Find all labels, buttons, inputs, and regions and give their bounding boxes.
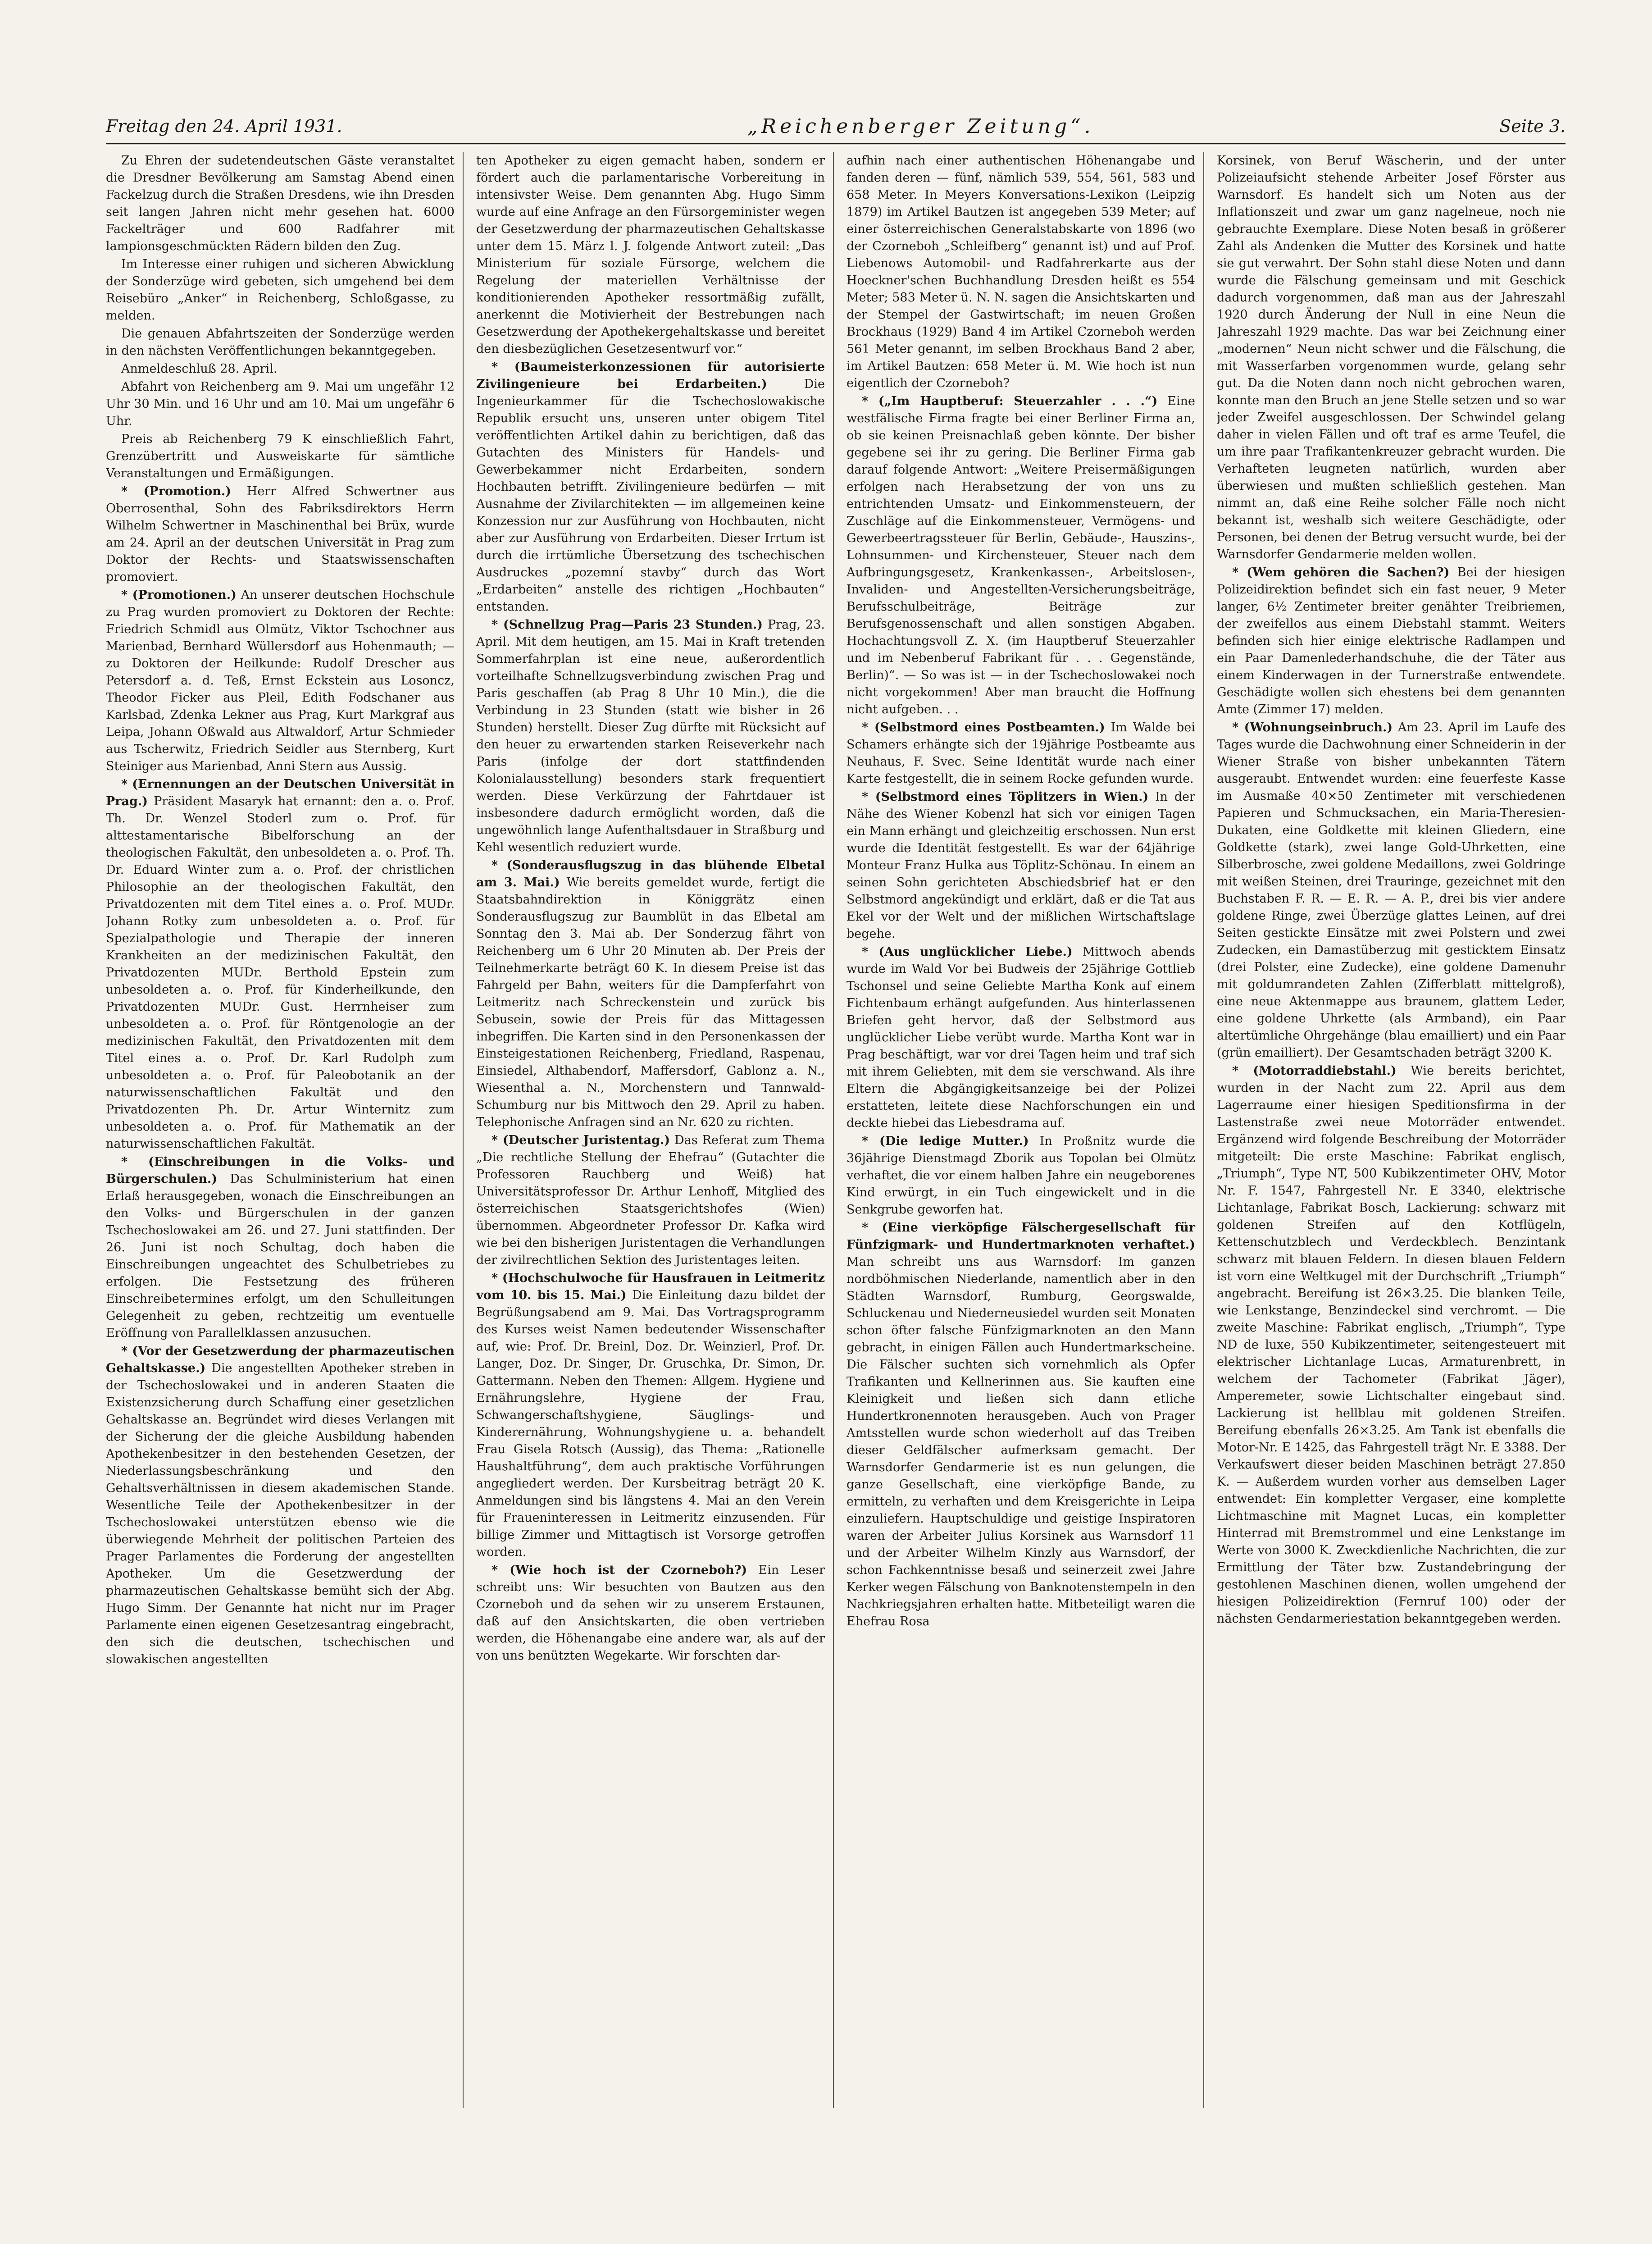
news-item-text: Zu Ehren der sudetendeutschen Gäste veranstaltet die Dresdner Bevölkerung am Samstag Abend einen Fackelzug durch die Straßen Dresdens, wie ihn Dresden seit langen Jahren nicht mehr gesehen hat. 6000 Fackelträger und 600 Radfahrer mit lampionsgeschmückten Rädern bilden den Zug. — [106, 154, 455, 253]
news-item-heading: * (Selbstmord eines Töplitzers in Wien.) — [862, 790, 1149, 804]
news-item-heading: * (Promotion.) — [121, 484, 232, 498]
news-item-heading: * (Baumeisterkonzessionen für autorisierte Zivilingenieure bei Erdarbeiten.) — [476, 360, 825, 391]
news-item — [1217, 719, 1566, 1062]
column-4 — [1217, 152, 1566, 2108]
news-item-text: Die Ingenieurkammer für die Tschechoslowakische Republik ersucht uns, unseren unter obigem Titel veröffentlichten Artikel dahin zu berichtigen, daß das Gutachten des Ministers für Handels- und Gewerbekammer nicht Erdarbeiten, sondern Hochbauten betrifft. Zivilingenieure bedürfen — mit Ausnahme der Zivilarchitekten — im allgemeinen keine Konzession nur zur Ausführung von Hochbauten, nicht aber zur Ausführung von Erdarbeiten. Dieser Irrtum ist durch die irrtümliche Übersetzung des tschechischen Ausdruckes „pozemní stavby“ durch das Wort „Erdarbeiten“ anstelle des richtigen „Hochbauten“ entstanden. — [476, 377, 825, 614]
news-item-text: Am 23. April im Laufe des Tages wurde die Dachwohnung einer Schneiderin in der Wiener Straße von bisher unbekannten Tätern ausgeraubt. Entwendet wurden: eine feuerfeste Kasse im Ausmaße 40×50 Zentimeter mit verschiedenen Papieren und Schmucksachen, ein Maria-Theresien-Dukaten, eine Goldkette mit kleinen Gliedern, eine Goldkette (stark), zwei lange Gold-Uhrketten, eine Silberbrosche, zwei goldene Medaillons, zwei Goldringe mit weißen Steinen, drei Trauringe, gezeichnet mit den Buchstaben F. R. — E. R. — A. P., drei bis vier andere goldene Ringe, zwei Überzüge glattes Leinen, auf drei Seiten gestickte Einsätze mit zwei Polstern und zwei Zudecken, ein Damastüberzug mit gesticktem Einsatz (drei Polster, eine Zudecke), eine goldene Damenuhr mit goldumrandeten Zahlen (Zifferblatt mittelgroß), eine neue Aktenmappe aus braunem, glattem Leder, eine goldene Uhrkette (als Armband), ein Paar altertümliche Ohrgehänge (blau emailliert) und ein Paar (grün emailliert). Der Gesamtschaden beträgt 3200 K. — [1217, 721, 1566, 1060]
news-item — [476, 1132, 825, 1269]
paragraph — [846, 152, 1195, 392]
news-item-text: Bei der hiesigen Polizeidirektion befindet sich ein fast neuer, 9 Meter langer, 6½ Zentimeter breiter genähter Treibriemen, der zweifellos aus einem Diebstahl stammt. Weiters befinden sich hier einige elektrische Radlampen und ein Paar Damenlederhandschuhe, die der Täter aus einem Kinderwagen in der Turnerstraße entwendete. Geschädigte wollen sich ehestens bei dem genannten Amte (Zimmer 17) melden. — [1217, 566, 1566, 716]
news-item — [846, 1133, 1195, 1218]
news-item — [476, 1270, 825, 1561]
news-item-heading: * (Die ledige Mutter.) — [862, 1134, 1029, 1148]
news-item-text: Mittwoch abends wurde im Wald Vor bei Budweis der 25jährige Gottlieb Tschonsel und seine Geliebte Martha Konk auf einem Fichtenbaum erhängt aufgefunden. Aus hinterlassenen Briefen geht hervor, daß der Selbstmord aus unglücklicher Liebe verübt wurde. Martha Kont war in Prag beschäftigt, war vor drei Tagen heim und traf sich mit ihrem Geliebten, mit dem sie verschwand. Als ihre Eltern die Abgängigkeitsanzeige bei der Polizei erstatteten, leitete diese Nachforschungen ein und deckte hiebei das Liebesdrama auf. — [846, 945, 1196, 1130]
paragraph — [106, 325, 455, 360]
news-item-text: ten Apotheker zu eigen gemacht haben, sondern er fördert auch die parlamentarische Vorbereitung in intensivster Weise. Dem genannten Abg. Hugo Simm wurde auf eine Anfrage an den Fürsorgeminister wegen der Gesetzwerdung der pharmazeutischen Gehaltskasse unter dem 15. März l. J. folgende Antwort zuteil: „Das Ministerium für soziale Fürsorge, welchem die Regelung der materiellen Verhältnisse der konditionierenden Apotheker ressortmäßig zufällt, anerkennt die Motivierheit der Bestrebungen nach Gesetzwerdung der Apothekergehaltskasse und bereitet den diesbezüglichen Gesetzesentwurf vor.“ — [476, 154, 825, 356]
news-item-text: Prag, 23. April. Mit dem heutigen, am 15. Mai in Kraft tretenden Sommerfahrplan ist eine neue, außerordentlich vorteilhafte Schnellzugsverbindung zwischen Prag und Paris geschaffen (ab Prag 8 Uhr 10 Min.), die die Verbindung in 23 Stunden (statt wie bisher in 26 Stunden) herstellt. Dieser Zug dürfte mit Rücksicht auf den heuer zu erwartenden starken Reiseverkehr nach Paris (infolge der dort stattfindenden Kolonialausstellung) besonders stark frequentiert werden. Diese Verkürzung der Fahrtdauer ist insbesondere dadurch ermöglicht worden, daß die ungewöhnlich lange Aufenthaltsdauer in Straßburg und Kehl wesentlich reduziert wurde. — [476, 618, 825, 854]
paragraph — [476, 152, 825, 358]
news-item — [476, 1562, 825, 1665]
news-item-heading: * (Ernennungen an der Deutschen Universität in Prag.) — [106, 777, 455, 808]
news-item-text: Wie bereits gemeldet wurde, fertigt die Staatsbahndirektion in Königgrätz einen Sonderausflugszug zur Baumblüt in das Elbetal am Sonntag den 3. Mai ab. Der Sonderzug fährt von Reichenberg um 6 Uhr 20 Minuten ab. Der Preis der Teilnehmerkarte beträgt 60 K. In diesem Preise ist das Fahrgeld per Bahn, weiters für die Dampferfahrt von Leitmeritz nach Schreckenstein und zurück bis Sebusein, sowie der Preis für das Mittagessen inbegriffen. Die Karten sind in den Personenkassen der Einsteigestationen Reichenberg, Friedland, Raspenau, Einsiedel, Althabendorf, Maffersdorf, Gablonz a. N., Wiesenthal a. N., Morchenstern und Tannwald-Schumburg nur bis Mittwoch den 29. April zu haben. Telephonische Anfragen sind an Nr. 620 zu richten. — [476, 876, 825, 1129]
paragraph — [1217, 152, 1566, 563]
news-item-text: Präsident Masaryk hat ernannt: den a. o. Prof. Th. Dr. Wenzel Stoderl zum o. Prof. für alttestamentarische Bibelforschung an der theologischen Fakultät, den unbesoldeten a. o. Prof. Th. Dr. Eduard Winter zum a. o. Prof. der christlichen Philosophie an der theologischen Fakultät, den Privatdozenten mit dem Titel eines a. o. Prof. MUDr. Johann Rotky zum unbesoldeten a. o. Prof. für Spezialpathologie und Therapie der inneren Krankheiten an der medizinischen Fakultät, den Privatdozenten MUDr. Berthold Epstein zum unbesoldeten a. o. Prof. für Kinderheilkunde, den Privatdozenten MUDr. Gust. Herrnheiser zum unbesoldeten a. o. Prof. für Röntgenologie an der medizinischen Fakultät, den Privatdozenten mit dem Titel eines a. o. Prof. Dr. Karl Rudolph zum unbesoldeten a. o. Prof. für Paleobotanik an der naturwissenschaftlichen Fakultät und den Privatdozenten Ph. Dr. Artur Winternitz zum unbesoldeten a. o. Prof. für Mathematik an der naturwissenschaftlichen Fakultät. — [106, 794, 455, 1151]
paragraph — [106, 256, 455, 324]
header-rule — [106, 143, 1566, 145]
news-item-text: Wie bereits berichtet, wurden in der Nacht zum 22. April aus dem Lagerraume einer hiesigen Speditionsfirma in der Lastenstraße zwei neue Motorräder entwendet. Ergänzend wird folgende Beschreibung der Motorräder mitgeteilt: Die erste Maschine: Fabrikat englisch, „Triumph“, Type NT, 500 Kubikzentimeter OHV, Motor Nr. F. 1547, Fahrgestell Nr. E 3340, elektrische Lichtanlage, Fabrikat Bosch, Lackierung: schwarz mit goldenen Streifen auf den Kotflügeln, Kettenschutzblech und Verdeckblech. Benzintank schwarz mit blauen Feldern. In diesen blauen Feldern ist vorn eine Weltkugel mit der Durchschrift „Triumph“ angebracht. Bereifung ist 26×3.25. Die blanken Teile, wie Lenkstange, Benzindeckel sind verchromt. — Die zweite Maschine: Fabrikat englisch, „Triumph“, Type ND de luxe, 550 Kubikzentimeter, seitengesteuert mit elektrischer Lichtanlage Lucas, Armaturenbrett, in welchem der Tachometer (Fabrikat Jäger), Amperemeter, sowie Lichtschalter eingebaut sind. Lackierung ist hellblau mit goldenen Streifen. Bereifung ebenfalls 26×3.25. Am Tank ist ebenfalls die Motor-Nr. E 1425, das Fahrgestell trägt Nr. E 3388. Der Verkaufswert dieser beiden Maschinen beträgt 27.850 K. — Außerdem wurden vorher aus demselben Lager entwendet: Ein kompletter Vergaser, eine komplette Lichtmaschine mit Magnet Lucas, ein kompletter Hinterrad mit Bremstrommel und eine Lenkstange im Werte von 3000 K. Zweckdienliche Nachrichten, die zur Ermittlung der Täter bzw. Zustandebringung der gestohlenen Maschinen dienen, wollen umgehend der hiesigen Polizeidirektion (Fernruf 100) oder der nächsten Gendarmeriestation bekanntgegeben werden. — [1217, 1064, 1566, 1626]
news-item-text: An unserer deutschen Hochschule zu Prag wurden promoviert zu Doktoren der Rechte: Friedrich Schmidl aus Olmütz, Viktor Tschochner aus Marienbad, Bernhard Wüllersdorf aus Hohenmauth; — zu Doktoren der Heilkunde: Rudolf Drescher aus Petersdorf a. d. Teß, Ernst Eckstein aus Losoncz, Theodor Ficker aus Pleil, Edith Fodschaner aus Karlsbad, Zdenka Lekner aus Prag, Kurt Markgraf aus Leipa, Johann Oßwald aus Altwaldorf, Artur Schmieder aus Tscherwitz, Friedrich Seidler aus Sternberg, Kurt Steiniger aus Marienbad, Anni Stern aus Aussig. — [106, 588, 455, 773]
news-item-text: Die Einleitung dazu bildet der Begrüßungsabend am 9. Mai. Das Vortragsprogramm des Kurses weist Namen bedeutender Wissenschafter auf, wie: Prof. Dr. Breinl, Doz. Dr. Weinzierl, Prof. Dr. Langer, Doz. Dr. Singer, Dr. Gruschka, Dr. Simon, Dr. Gattermann. Neben den Themen: Allgem. Hygiene und Ernährungslehre, Hygiene der Frau, Schwangerschaftshygiene, Säuglings- und Kinderernährung, Wohnungshygiene u. a. behandelt Frau Gisela Rotsch (Aussig), das Thema: „Rationelle Haushaltführung“, dem auch praktische Vorführungen angegliedert werden. Der Kursbeitrag beträgt 20 K. Anmeldungen sind bis längstens 4. Mai an den Verein für Fraueninteressen in Leitmeritz einzusenden. Für billige Zimmer und Mittagtisch ist Vorsorge getroffen worden. — [476, 1288, 825, 1559]
news-item — [846, 944, 1195, 1132]
column-1 — [106, 152, 464, 2108]
news-item-heading: * (Aus unglücklicher Liebe.) — [862, 945, 1073, 959]
news-item — [846, 789, 1195, 943]
news-item-heading: * (Wie hoch ist der Czorneboh?) — [492, 1563, 747, 1577]
news-item-text: Herr Alfred Schwertner aus Oberrosenthal, Sohn des Fabriksdirektors Herrn Wilhelm Schwertner in Maschinenthal bei Brüx, wurde am 24. April an der deutschen Universität in Prag zum Doktor der Rechts- und Staatswissenschaften promoviert. — [106, 484, 455, 584]
news-item — [106, 587, 455, 775]
news-item-heading: * (Wem gehören die Sachen?) — [1232, 566, 1450, 579]
news-item-text: In der Nähe des Wiener Kobenzl hat sich vor einigen Tagen ein Mann erhängt und gleichzeitig erschossen. Nun erst wurde die Identität festgestellt. Es war der 64jährige Monteur Franz Hulka aus Töplitz-Schönau. In einem an seinen Sohn gerichteten Abschiedsbrief hat er den Selbstmord angekündigt und erklärt, daß er die Tat aus Ekel vor der Welt und der mißlichen Wirtschaftslage begehe. — [846, 790, 1196, 941]
news-item-text: Anmeldeschluß 28. April. — [121, 362, 278, 376]
news-item-text: Ein Leser schreibt uns: Wir besuchten von Bautzen aus den Czorneboh und da sehen wir zu unserem Erstaunen, daß auf den Ansichtskarten, die oben vertrieben werden, die Höhenangabe eine andere war, als auf der von uns benützten Wegekarte. Wir forschten dar- — [476, 1563, 825, 1663]
page-header — [106, 113, 1566, 140]
news-item-text: In Proßnitz wurde die 36jährige Dienstmagd Zborik aus Topolan bei Olmütz verhaftet, die vor einem halben Jahre ein neugeborenes Kind erwürgt, in ein Tuch eingewickelt und in die Senkgrube geworfen hat. — [846, 1134, 1195, 1217]
news-item-text: Im Interesse einer ruhigen und sicheren Abwicklung der Sonderzüge wird gebeten, sich umgehend bei dem Reisebüro „Anker“ in Reichenberg, Schloßgasse, zu melden. — [106, 257, 455, 323]
news-item-text: Man schreibt uns aus Warnsdorf: Im ganzen nordböhmischen Niederlande, namentlich aber in den Städten Warnsdorf, Rumburg, Georgswalde, Schluckenau und Niederneusiedel wurden seit Monaten schon öfter falsche Fünfzigmarknoten an den Mann gebracht, in einigen Fällen auch Hundertmarkscheine. Die Fälscher suchten sich vornehmlich als Opfer Trafikanten und Kellnerinnen aus. Sie kauften eine Kleinigkeit und ließen sich dann etliche Hundertkronennoten herausgeben. Auch von Prager Amtsstellen wurde schon wiederholt auf das Treiben dieser Geldfälscher aufmerksam gemacht. Der Warnsdorfer Gendarmerie ist es nun gelungen, die ganze Gesellschaft, eine vierköpfige Bande, zu ermitteln, zu verhaften und dem Kreisgerichte in Leipa einzuliefern. Hauptschuldige und geistige Inspiratoren waren der Arbeiter Julius Korsinek aus Warnsdorf 11 und der Arbeiter Wilhelm Kinzly aus Warnsdorf, der schon Fachkenntnisse besaß und seinerzeit zwei Jahre Kerker wegen Fälschung von Banknotenstempeln in den Nachkriegsjahren erhalten hatte. Mitbeteiligt waren die Ehefrau Rosa — [846, 1255, 1195, 1628]
news-item — [476, 616, 825, 856]
news-item — [1217, 1063, 1566, 1628]
paragraph — [106, 431, 455, 482]
article-columns — [106, 152, 1566, 2108]
news-item-text: Korsinek, von Beruf Wäscherin, und der unter Polizeiaufsicht stehende Arbeiter Josef Förster aus Warnsdorf. Es handelt sich um Noten aus der Inflationszeit und zwar um ganz nagelneue, noch nie gebrauchte Exemplare. Diese Noten besaß in größerer Zahl als Andenken die Mutter des Korsinek und hatte sie gut verwahrt. Der Sohn stahl diese Noten und dann wurde die Fälschung gemeinsam und mit Geschick dadurch vorgenommen, daß man aus der Jahreszahl 1920 durch Änderung der Null in eine Neun die Jahreszahl 1929 machte. Das war bei Zeichnung einer „modernen“ Neun nicht schwer und die Fälschung, die mit Wasserfarben vorgenommen wurde, gelang sehr gut. Da die Noten dann noch nicht gebrochen waren, konnte man den Bruch an jene Stelle setzen und so war jeder Zweifel ausgeschlossen. Der Schwindel gelang daher in vielen Fällen und oft traf es arme Teufel, die um ihre paar Trafikantenkreuzer gebracht wurden. Die Verhafteten leugneten natürlich, wurden aber überwiesen und mußten schließlich gestehen. Man nimmt an, daß eine Reihe solcher Fälle noch nicht bekannt ist, weshalb sich weitere Geschädigte, oder Personen, bei denen der Betrug versucht wurde, bei der Warnsdorfer Gendarmerie melden wollen. — [1217, 154, 1566, 561]
news-item-text: Abfahrt von Reichenberg am 9. Mai um ungefähr 12 Uhr 30 Min. und 16 Uhr und am 10. Mai um ungefähr 6 Uhr. — [106, 380, 455, 428]
news-item-heading: * (Selbstmord eines Postbeamten.) — [862, 721, 1105, 734]
paragraph — [106, 379, 455, 430]
masthead-title: „Reichenberger Zeitung“. — [747, 114, 1094, 138]
news-item-heading: * (Wohnungseinbruch.) — [1232, 721, 1393, 734]
news-item-heading: * (Deutscher Juristentag.) — [492, 1133, 670, 1147]
news-item-text: Im Walde bei Schamers erhängte sich der 19jährige Postbeamte aus Neuhaus, F. Svec. Seine Identität wurde nach einer Karte festgestellt, die in seinem Rocke gefunden wurde. — [846, 721, 1196, 786]
news-item — [846, 393, 1195, 718]
news-item-text: Das Schulministerium hat einen Erlaß herausgegeben, wonach die Einschreibungen an den Volks- und Bürgerschulen in der ganzen Tschechoslowakei am 26. und 27. Juni stattfinden. Der 26. Juni ist noch Schultag, doch haben die Einschreibungen ungeachtet des Schulbetriebes zu erfolgen. Die Festsetzung des früheren Einschreibetermines erfolgt, um den Schulleitungen Gelegenheit zu geben, rechtzeitig um eventuelle Eröffnung von Parallelklassen anzusuchen. — [106, 1172, 455, 1340]
news-item — [106, 1343, 455, 1668]
news-item — [106, 483, 455, 586]
news-item-heading: * (Eine vierköpfige Fälschergesellschaft für Fünfzigmark- und Hundertmarknoten verhaftet.) — [846, 1221, 1195, 1252]
news-item-heading: * (Hochschulwoche für Hausfrauen in Leitmeritz vom 10. bis 15. Mai.) — [476, 1271, 825, 1302]
news-item-heading: * (Sonderausflugszug in das blühende Elbetal am 3. Mai.) — [476, 858, 825, 889]
news-item — [846, 1219, 1195, 1630]
news-item — [476, 359, 825, 616]
news-item-heading: * (Einschreibungen in die Volks- und Bürgerschulen.) — [106, 1155, 455, 1186]
news-item-heading: * („Im Hauptberuf: Steuerzahler . . .“) — [862, 394, 1158, 408]
news-item-text: Eine westfälische Firma fragte bei einer Berliner Firma an, ob sie keinen Preisnachlaß geben könnte. Der bisher gegebene sei ihr zu gering. Die Berliner Firma gab darauf folgende Antwort: „Weitere Preisermäßigungen erfolgen nach Herabsetzung der von uns zu entrichtenden Umsatz- und Einkommensteuern, der Zuschläge auf die Einkommensteuer, Vermögens- und Gewerbeertragssteuer für Berlin, Gebäude-, Hauszins-, Lohnsummen- und Kirchensteuer, Steuer nach dem Aufbringungsgesetz, Krankenkassen-, Arbeitslosen-, Invaliden- und Angestellten-Versicherungsbeiträge, Berufsschulbeiträge, Beiträge zur Berufsgenossenschaft und allen sonstigen Abgaben. Hochachtungsvoll Z. X. (im Hauptberuf Steuerzahler und im Nebenberuf Fabrikant für . . . Gegenstände, Berlin)“. — So was ist — in der Tschechoslowakei noch nicht vorgekommen! Aber man braucht die Hoffnung nicht aufgeben. . . — [846, 394, 1195, 716]
news-item-text: aufhin nach einer authentischen Höhenangabe und fanden deren — fünf, nämlich 539, 554, 561, 583 und 658 Meter. In Meyers Konversations-Lexikon (Leipzig 1879) im Artikel Bautzen ist angegeben 539 Meter; auf einer österreichischen Generalstabskarte von 1896 (wo der Czorneboh „Schleifberg“ genannt ist) und auf Prof. Liebenows Automobil- und Radfahrerkarte aus der Hoeckner'schen Buchhandlung Dresden heißt es 554 Meter; 583 Meter ü. N. N. sagen die Ansichtskarten und der Stempel der Gastwirtschaft; im neuen Großen Brockhaus (1929) Band 4 im Artikel Czorneboh werden 561 Meter genannt, im selben Brockhaus Band 2 aber, im Artikel Bautzen: 658 Meter ü. M. Wie hoch ist nun eigentlich der Czorneboh? — [846, 154, 1195, 390]
issue-date: Freitag den 24. April 1931. — [106, 116, 342, 136]
column-3 — [846, 152, 1204, 2108]
news-item-heading: * (Motorraddiebstahl.) — [1232, 1064, 1397, 1078]
news-item-text: Die angestellten Apotheker streben in der Tschechoslowakei und in anderen Staaten die Existenzsicherung durch Schaffung einer gesetzlichen Gehaltskasse an. Begründet wird dieses Verlangen mit der Sicherung der die gleiche Ausbildung habenden Apothekenbesitzer in den bestehenden Gesetzen, der Niederlassungsbeschränkung und den Gehaltsverhältnissen in diesem akademischen Stande. Wesentliche Teile der Apothekenbesitzer in der Tschechoslowakei unterstützen ebenso wie die überwiegende Mehrheit der politischen Parteien des Prager Parlamentes die Forderung der angestellten Apotheker. Um die Gesetzwerdung der pharmazeutischen Gehaltskasse bemüht sich der Abg. Hugo Simm. Der Genannte hat nicht nur im Prager Parlamente einen eigenen Gesetzesantrag eingebracht, den sich die deutschen, tschechischen und slowakischen angestellten — [106, 1361, 455, 1666]
news-item — [1217, 564, 1566, 718]
news-item — [476, 857, 825, 1131]
column-2 — [476, 152, 834, 2108]
news-item-heading: * (Vor der Gesetzwerdung der pharmazeutischen Gehaltskasse.) — [106, 1344, 455, 1375]
news-item — [846, 719, 1195, 788]
news-item — [106, 1154, 455, 1342]
news-item-text: Die genauen Abfahrtszeiten der Sonderzüge werden in den nächsten Veröffentlichungen bekanntgegeben. — [106, 327, 455, 358]
news-item-heading: * (Schnellzug Prag—Paris 23 Stunden.) — [492, 618, 763, 632]
paragraph — [106, 152, 455, 255]
paragraph — [106, 360, 455, 378]
page-number: Seite 3. — [1499, 116, 1566, 136]
news-item-text: Preis ab Reichenberg 79 K einschließlich Fahrt, Grenzübertritt und Ausweiskarte für sämtliche Veranstaltungen und Ermäßigungen. — [106, 432, 455, 480]
news-item — [106, 776, 455, 1153]
news-item-text: Das Referat zum Thema „Die rechtliche Stellung der Ehefrau“ (Gutachter die Professoren Rauchberg und Weiß) hat Universitätsprofessor Dr. Arthur Lenhoff, Mitglied des österreichischen Staatsgerichtshofes (Wien) übernommen. Abgeordneter Professor Dr. Kafka wird wie bei den bisherigen Juristentagen die Verhandlungen der zivilrechtlichen Sektion des Juristentages leiten. — [476, 1133, 825, 1267]
news-item-heading: * (Promotionen.) — [121, 588, 237, 602]
